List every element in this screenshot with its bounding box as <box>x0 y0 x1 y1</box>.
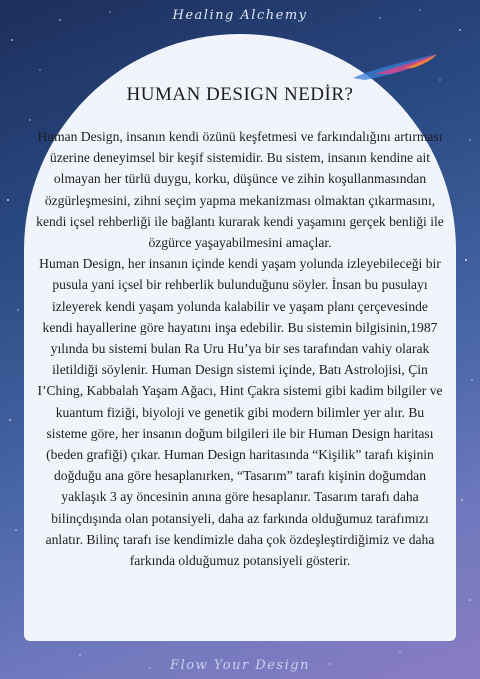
page-title: HUMAN DESIGN NEDİR? <box>126 84 354 105</box>
body-text <box>36 126 444 571</box>
brand-bottom-text: Flow Your Design <box>170 658 310 673</box>
paragraph: Human Design, her insanın içinde kendi yaşam yolunda izleyebileceği bir pusula yani içsel bir rehberlik bulunduğunu söyler. İnsan bu pusulayı izleyerek kendi yaşam yolunda kalabilir ve yaşam planı çerçevesinde kendi hayallerine göre hayatını inşa edebilir. Bu sistemin bilgisinin,1987 yılında bu sistemi bulan Ra Uru Hu’ya bir ses tarafından vahiy olarak iletildiği söylenir. Human Design sistemi içinde, Batı Astrolojisi, Çin I’Ching, Kabbalah Yaşam Ağacı, Hint Çakra sistemi gibi kadim bilgiler ve kuantum fiziği, biyoloji ve genetik gibi modern bilimler yer alır. Bu sisteme göre, her insanın doğum bilgileri ile bir Human Design haritası (beden grafiği) çıkar. Human Design haritasında “Kişilik” tarafı kişinin doğduğu ana göre hesaplanırken, “Tasarım” tarafı kişinin doğumdan yaklaşık 3 ay öncesinin anına göre hesaplanır. Tasarım tarafı daha bilinçdışında olan potansiyeli, daha az farkında olduğumuz tarafımızı anlatır. Bilinç tarafı ise kendimizle daha çok özdeşleştirdiğimiz ve daha farkında olduğumuz potansiyeli gösterir. <box>37 256 443 569</box>
feather-icon <box>345 48 445 88</box>
brand-top-text: Healing Alchemy <box>172 8 308 23</box>
paragraph: Human Design, insanın kendi özünü keşfetmesi ve farkındalığını artırması üzerine deneyimsel bir keşif sistemidir. Bu sistem, insanın kendine ait olmayan her türlü duygu, korku, düşünce ve zihin koşullanmasından özgürleşmesini, zihni seçim yapma mekanizması olmaktan çıkarmasını, kendi içsel rehberliği ile bağlantı kurarak kendi yaşamını gerçek benliği ile özgürce yaşayabilmesini amaçlar. <box>36 129 444 251</box>
